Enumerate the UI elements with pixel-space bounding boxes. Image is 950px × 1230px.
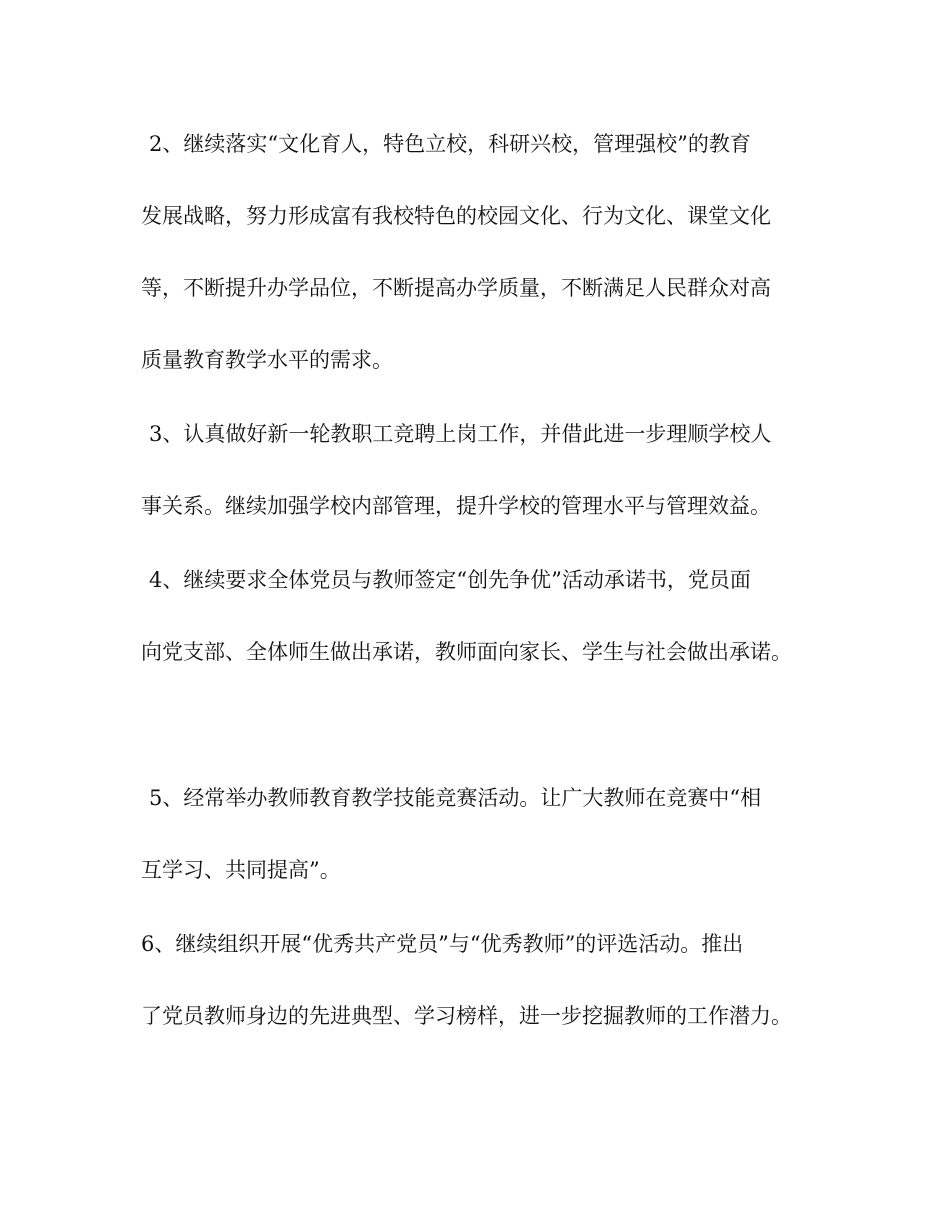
paragraph-3-line-2: 事关系。继续加强学校内部管理，提升学校的管理水平与管理效益。 bbox=[141, 494, 771, 518]
paragraph-6-line-1: 6、继续组织开展“优秀共产党员”与“优秀教师”的评选活动。推出 bbox=[141, 932, 744, 956]
paragraph-6-line-2: 了党员教师身边的先进典型、学习榜样，进一步挖掘教师的工作潜力。 bbox=[141, 1004, 792, 1028]
paragraph-4-line-1: 4、继续要求全体党员与教师签定“创先争优”活动承诺书，党员面 bbox=[149, 568, 751, 592]
paragraph-2-line-3: 等，不断提升办学品位，不断提高办学质量，不断满足人民群众对高 bbox=[141, 276, 771, 300]
paragraph-2-line-4: 质量教育教学水平的需求。 bbox=[141, 348, 393, 372]
paragraph-2-line-1: 2、继续落实“文化育人，特色立校，科研兴校，管理强校”的教育 bbox=[149, 132, 751, 156]
paragraph-5-line-1: 5、经常举办教师教育教学技能竞赛活动。让广大教师在竞赛中“相 bbox=[149, 786, 762, 810]
paragraph-3-line-1: 3、认真做好新一轮教职工竞聘上岗工作，并借此进一步理顺学校人 bbox=[149, 422, 772, 446]
paragraph-2-line-2: 发展战略，努力形成富有我校特色的校园文化、行为文化、课堂文化 bbox=[141, 204, 771, 228]
paragraph-5-line-2: 互学习、共同提高”。 bbox=[141, 858, 341, 882]
paragraph-4-line-2: 向党支部、全体师生做出承诺，教师面向家长、学生与社会做出承诺。 bbox=[141, 640, 792, 664]
